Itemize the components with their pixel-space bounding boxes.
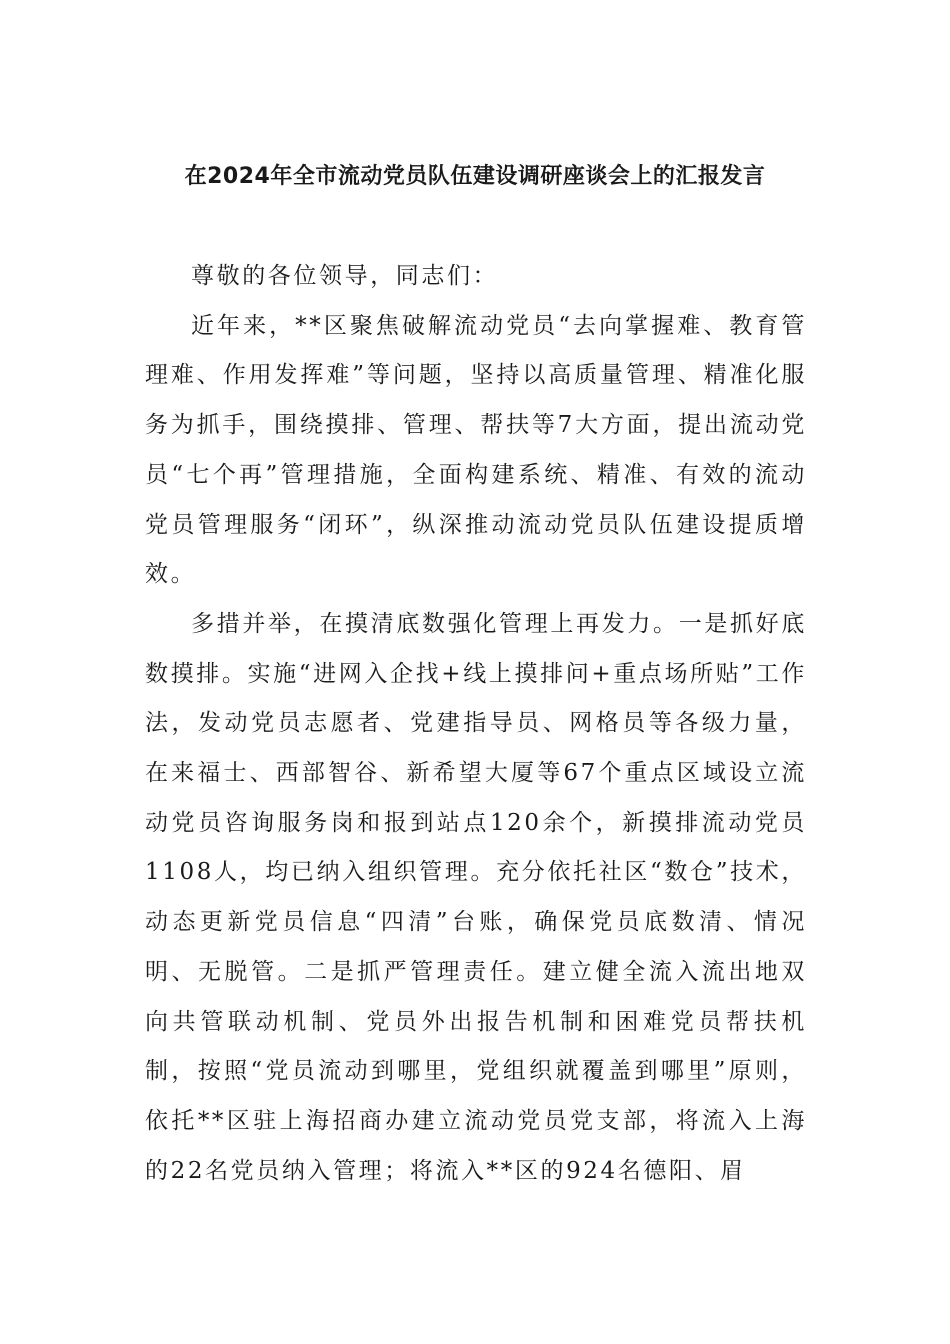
intro-paragraph: 近年来，**区聚焦破解流动党员“去向掌握难、教育管理难、作用发挥难”等问题，坚持以高质量管理、精准化服务为抓手，围绕摸排、管理、帮扶等7大方面，提出流动党员“七个再”管理措施，全面构建系统、精准、有效的流动党员管理服务“闭环”，纵深推动流动党员队伍建设提质增效。 (145, 312, 807, 588)
salutation-paragraph: 尊敬的各位领导，同志们： (191, 263, 499, 289)
document-title: 在2024年全市流动党员队伍建设调研座谈会上的汇报发言 (184, 164, 766, 189)
document-body (145, 252, 807, 1196)
measures-paragraph: 多措并举，在摸清底数强化管理上再发力。一是抓好底数摸排。实施“进网入企找+线上摸排问+重点场所贴”工作法，发动党员志愿者、党建指导员、网格员等各级力量，在来福士、西部智谷、新希望大厦等67个重点区域设立流动党员咨询服务岗和报到站点120余个，新摸排流动党员1108人，均已纳入组织管理。充分依托社区“数仓”技术，动态更新党员信息“四清”台账，确保党员底数清、情况明、无脱管。二是抓严管理责任。建立健全流入流出地双向共管联动机制、党员外出报告机制和困难党员帮扶机制，按照“党员流动到哪里，党组织就覆盖到哪里”原则，依托**区驻上海招商办建立流动党员党支部，将流入上海的22名党员纳入管理；将流入**区的924名德阳、眉 (145, 610, 807, 1184)
